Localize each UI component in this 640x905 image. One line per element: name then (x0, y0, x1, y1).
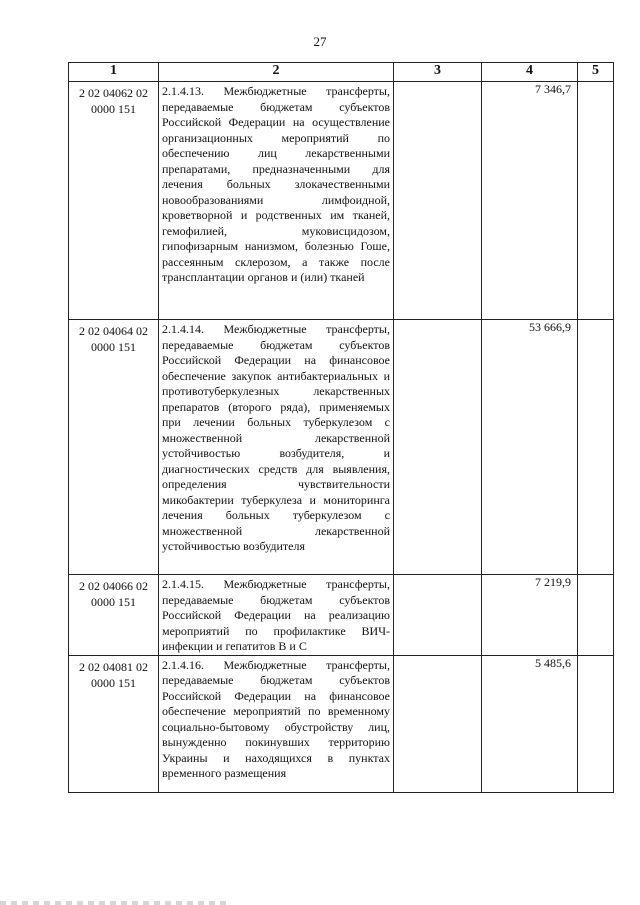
column-3-cell (394, 320, 482, 575)
budget-code: 2 02 04064 02 0000 151 (69, 320, 159, 575)
amount-value: 53 666,9 (482, 320, 578, 575)
table-header-row (69, 63, 614, 82)
column-header-4: 4 (482, 63, 578, 82)
amount-value: 5 485,6 (482, 655, 578, 792)
table-row (69, 575, 614, 656)
amount-value: 7 219,9 (482, 575, 578, 656)
column-5-cell (578, 320, 614, 575)
amount-value: 7 346,7 (482, 82, 578, 320)
column-5-cell (578, 575, 614, 656)
scan-edge-artifact (0, 901, 230, 905)
budget-code: 2 02 04081 02 0000 151 (69, 655, 159, 792)
item-description: 2.1.4.14. Межбюджетные трансферты, передаваемые бюджетам субъектов Российской Федерации на финансовое обеспечение закупок антибактериальных и противотуберкулезных лекарственных препаратов (второго ряда), применяемых при лечении больных туберкулезом с множественной лекарственной устойчивостью возбудителя, и диагностических средств для выявления, определения чувствительности микобактерии туберкулеза и мониторинга лечения больных туберкулезом с множественной лекарственной устойчивостью возбудителя (159, 320, 394, 575)
column-header-2: 2 (159, 63, 394, 82)
item-description: 2.1.4.16. Межбюджетные трансферты, передаваемые бюджетам субъектов Российской Федерации на финансовое обеспечение мероприятий по временному социально-бытовому обустройству лиц, вынужденно покинувших территорию Украины и находящихся в пунктах временного размещения (159, 655, 394, 792)
item-description: 2.1.4.13. Межбюджетные трансферты, передаваемые бюджетам субъектов Российской Федерации на осуществление организационных мероприятий по обеспечению лиц лекарственными препаратами, предназначенными для лечения больных злокачественными новообразованиями лимфоидной, кроветворной и родственных им тканей, гемофилией, муковисцидозом, гипофизарным нанизмом, болезнью Гоше, рассеянным склерозом, а также после трансплантации органов и (или) тканей (159, 82, 394, 320)
table-row (69, 655, 614, 792)
budget-code: 2 02 04066 02 0000 151 (69, 575, 159, 656)
column-5-cell (578, 655, 614, 792)
column-3-cell (394, 655, 482, 792)
column-3-cell (394, 82, 482, 320)
column-header-3: 3 (394, 63, 482, 82)
column-header-5: 5 (578, 63, 614, 82)
column-3-cell (394, 575, 482, 656)
budget-table (68, 62, 614, 793)
table-row (69, 82, 614, 320)
table-row (69, 320, 614, 575)
item-description: 2.1.4.15. Межбюджетные трансферты, передаваемые бюджетам субъектов Российской Федерации на реализацию мероприятий по профилактике ВИЧ-инфекции и гепатитов B и C (159, 575, 394, 656)
budget-code: 2 02 04062 02 0000 151 (69, 82, 159, 320)
page-number: 27 (313, 34, 327, 49)
column-header-1: 1 (69, 63, 159, 82)
column-5-cell (578, 82, 614, 320)
